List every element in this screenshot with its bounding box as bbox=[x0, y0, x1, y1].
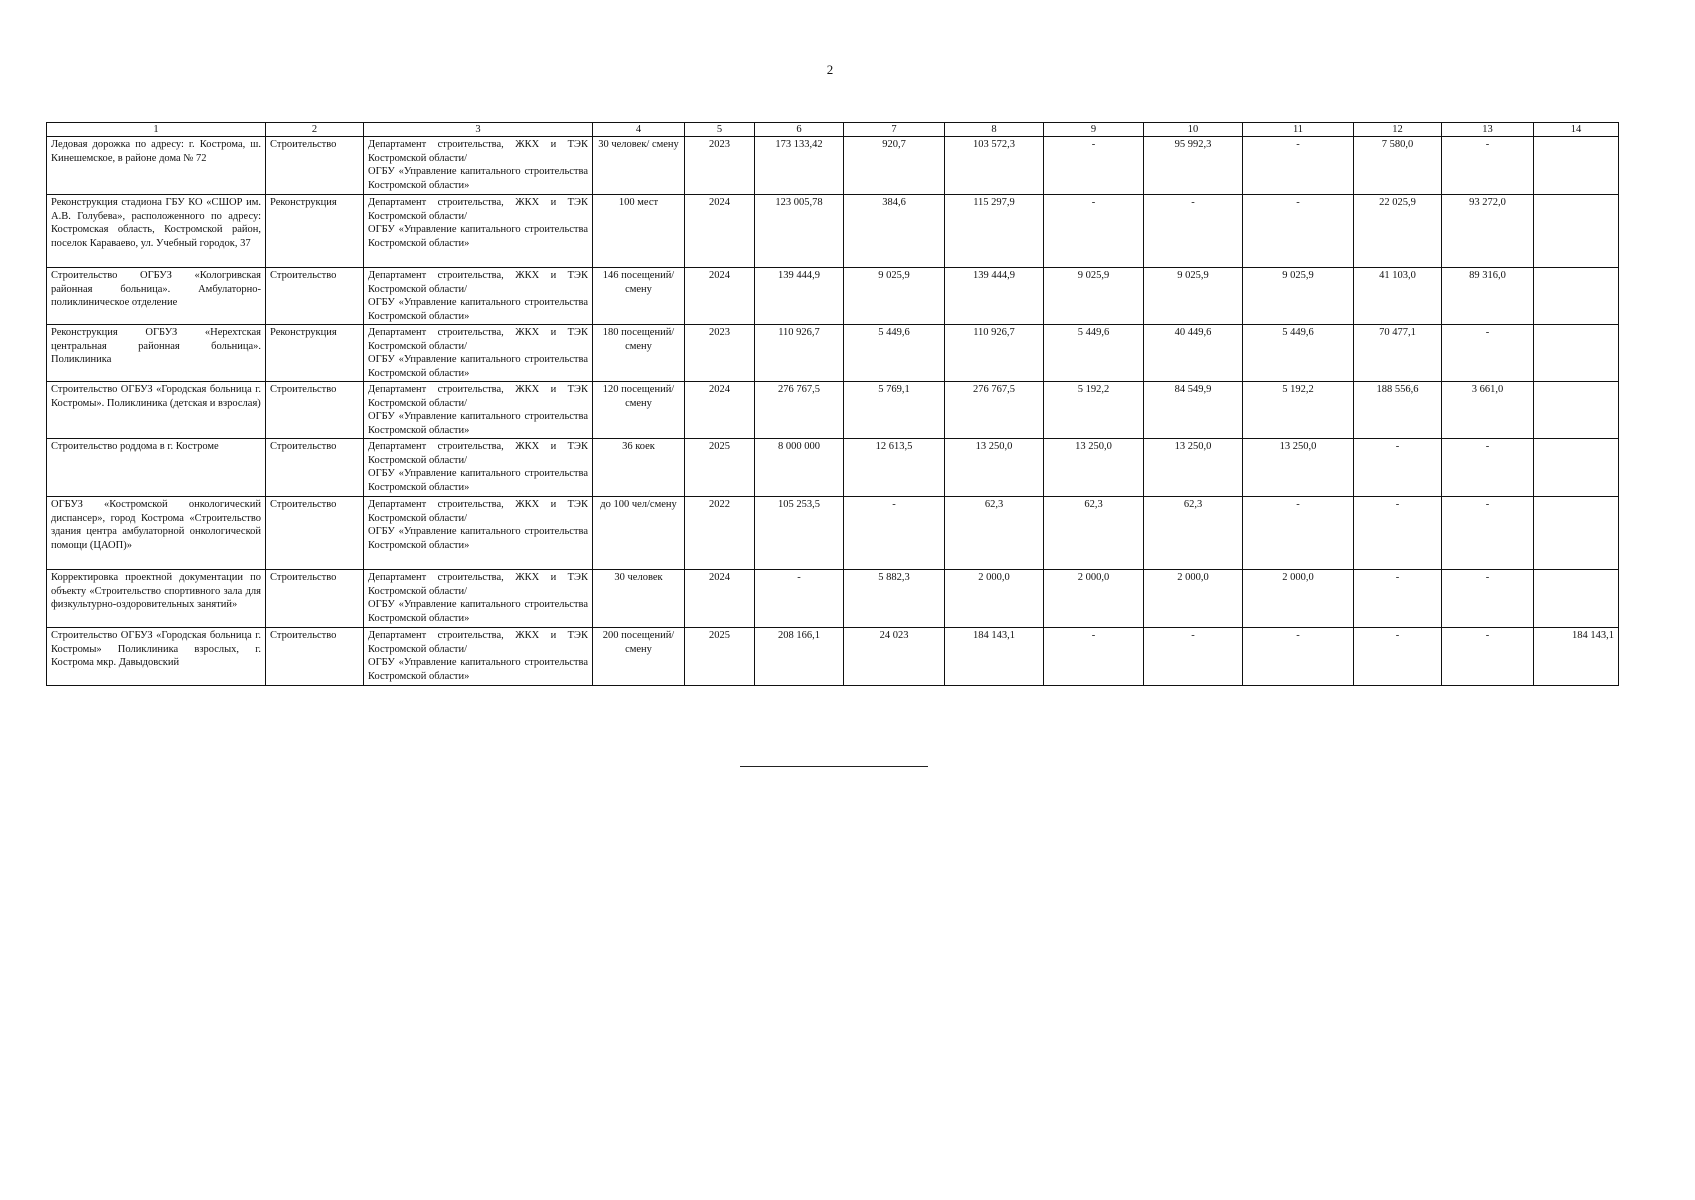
customer-line: ОГБУ «Управление капитального строительства Костромской области» bbox=[368, 224, 588, 249]
customer-cell bbox=[364, 628, 593, 686]
object-name-cell: Строительство ОГБУЗ «Городская больница г. Костромы» Поликлиника взрослых, г. Кострома мкр. Давыдовский bbox=[47, 628, 266, 686]
value-cell: 24 023 bbox=[844, 628, 945, 686]
column-header: 6 bbox=[755, 123, 844, 137]
value-cell: 62,3 bbox=[945, 497, 1044, 570]
customer-line: ОГБУ «Управление капитального строительства Костромской области» bbox=[368, 599, 588, 624]
value-cell: 2 000,0 bbox=[1044, 570, 1144, 628]
value-cell bbox=[1534, 497, 1619, 570]
value-cell: 2 000,0 bbox=[1144, 570, 1243, 628]
value-cell: 115 297,9 bbox=[945, 195, 1044, 268]
column-header: 10 bbox=[1144, 123, 1243, 137]
customer-line: Департамент строительства, ЖКХ и ТЭК Костромской области/ bbox=[368, 441, 588, 466]
table-row bbox=[47, 268, 1619, 325]
table-row bbox=[47, 325, 1619, 382]
value-cell bbox=[1534, 137, 1619, 195]
customer-line: ОГБУ «Управление капитального строительства Костромской области» bbox=[368, 297, 588, 322]
value-cell: 173 133,42 bbox=[755, 137, 844, 195]
capacity-cell: до 100 чел/смену bbox=[593, 497, 685, 570]
value-cell: - bbox=[1442, 137, 1534, 195]
year-cell: 2024 bbox=[685, 382, 755, 439]
column-header: 3 bbox=[364, 123, 593, 137]
value-cell: 13 250,0 bbox=[945, 439, 1044, 497]
table-row bbox=[47, 570, 1619, 628]
year-cell: 2025 bbox=[685, 628, 755, 686]
customer-line: ОГБУ «Управление капитального строительства Костромской области» bbox=[368, 657, 588, 682]
value-cell: - bbox=[1044, 628, 1144, 686]
customer-line: Департамент строительства, ЖКХ и ТЭК Костромской области/ bbox=[368, 572, 588, 597]
customer-cell bbox=[364, 497, 593, 570]
value-cell: 5 882,3 bbox=[844, 570, 945, 628]
work-type-cell: Строительство bbox=[266, 497, 364, 570]
value-cell: 7 580,0 bbox=[1354, 137, 1442, 195]
customer-cell bbox=[364, 570, 593, 628]
column-header: 2 bbox=[266, 123, 364, 137]
value-cell: 5 449,6 bbox=[1044, 325, 1144, 382]
customer-cell bbox=[364, 439, 593, 497]
work-type-cell: Строительство bbox=[266, 382, 364, 439]
customer-cell bbox=[364, 325, 593, 382]
value-cell: 105 253,5 bbox=[755, 497, 844, 570]
customer-line: Департамент строительства, ЖКХ и ТЭК Костромской области/ bbox=[368, 139, 588, 164]
value-cell: - bbox=[1354, 570, 1442, 628]
column-header: 9 bbox=[1044, 123, 1144, 137]
capacity-cell: 30 человек/ смену bbox=[593, 137, 685, 195]
value-cell: 5 449,6 bbox=[844, 325, 945, 382]
investment-objects-table bbox=[46, 122, 1619, 686]
column-header: 5 bbox=[685, 123, 755, 137]
value-cell bbox=[1534, 382, 1619, 439]
value-cell: - bbox=[1442, 325, 1534, 382]
value-cell: - bbox=[1243, 628, 1354, 686]
value-cell: 5 192,2 bbox=[1044, 382, 1144, 439]
value-cell: 22 025,9 bbox=[1354, 195, 1442, 268]
value-cell: - bbox=[1044, 195, 1144, 268]
capacity-cell: 100 мест bbox=[593, 195, 685, 268]
object-name-cell: Строительство ОГБУЗ «Городская больница г. Костромы». Поликлиника (детская и взрослая) bbox=[47, 382, 266, 439]
table-row bbox=[47, 628, 1619, 686]
capacity-cell: 200 посещений/смену bbox=[593, 628, 685, 686]
value-cell: 5 449,6 bbox=[1243, 325, 1354, 382]
customer-line: Департамент строительства, ЖКХ и ТЭК Костромской области/ bbox=[368, 630, 588, 655]
table-header bbox=[47, 123, 1619, 137]
value-cell: - bbox=[755, 570, 844, 628]
column-header: 14 bbox=[1534, 123, 1619, 137]
value-cell: 276 767,5 bbox=[755, 382, 844, 439]
value-cell: 8 000 000 bbox=[755, 439, 844, 497]
end-of-document-rule bbox=[740, 766, 928, 767]
value-cell: 13 250,0 bbox=[1144, 439, 1243, 497]
value-cell: 93 272,0 bbox=[1442, 195, 1534, 268]
value-cell: 95 992,3 bbox=[1144, 137, 1243, 195]
table-row bbox=[47, 439, 1619, 497]
year-cell: 2023 bbox=[685, 325, 755, 382]
work-type-cell: Строительство bbox=[266, 439, 364, 497]
customer-line: ОГБУ «Управление капитального строительства Костромской области» bbox=[368, 411, 588, 436]
value-cell bbox=[1534, 325, 1619, 382]
customer-line: Департамент строительства, ЖКХ и ТЭК Костромской области/ bbox=[368, 384, 588, 409]
value-cell: 13 250,0 bbox=[1044, 439, 1144, 497]
customer-line: Департамент строительства, ЖКХ и ТЭК Костромской области/ bbox=[368, 270, 588, 295]
year-cell: 2022 bbox=[685, 497, 755, 570]
customer-cell bbox=[364, 137, 593, 195]
column-header: 8 bbox=[945, 123, 1044, 137]
value-cell: 9 025,9 bbox=[1144, 268, 1243, 325]
customer-line: ОГБУ «Управление капитального строительства Костромской области» bbox=[368, 166, 588, 191]
value-cell: 41 103,0 bbox=[1354, 268, 1442, 325]
value-cell bbox=[1534, 570, 1619, 628]
value-cell: 5 769,1 bbox=[844, 382, 945, 439]
object-name-cell: Реконструкция ОГБУЗ «Нерехтская центральная районная больница». Поликлиника bbox=[47, 325, 266, 382]
value-cell: 110 926,7 bbox=[755, 325, 844, 382]
column-header: 11 bbox=[1243, 123, 1354, 137]
year-cell: 2023 bbox=[685, 137, 755, 195]
object-name-cell: Строительство роддома в г. Костроме bbox=[47, 439, 266, 497]
customer-cell bbox=[364, 195, 593, 268]
value-cell: 12 613,5 bbox=[844, 439, 945, 497]
value-cell: - bbox=[1243, 195, 1354, 268]
value-cell bbox=[1534, 439, 1619, 497]
work-type-cell: Реконструкция bbox=[266, 325, 364, 382]
work-type-cell: Реконструкция bbox=[266, 195, 364, 268]
value-cell: 62,3 bbox=[1144, 497, 1243, 570]
value-cell: 103 572,3 bbox=[945, 137, 1044, 195]
customer-line: ОГБУ «Управление капитального строительства Костромской области» bbox=[368, 526, 588, 551]
table-body bbox=[47, 137, 1619, 686]
value-cell: 184 143,1 bbox=[1534, 628, 1619, 686]
value-cell: 139 444,9 bbox=[945, 268, 1044, 325]
customer-line: Департамент строительства, ЖКХ и ТЭК Костромской области/ bbox=[368, 197, 588, 222]
value-cell: - bbox=[1354, 439, 1442, 497]
value-cell: - bbox=[1442, 439, 1534, 497]
value-cell: 5 192,2 bbox=[1243, 382, 1354, 439]
value-cell: - bbox=[1442, 570, 1534, 628]
column-header: 13 bbox=[1442, 123, 1534, 137]
table-row bbox=[47, 195, 1619, 268]
capacity-cell: 180 посещений/смену bbox=[593, 325, 685, 382]
object-name-cell: Реконструкция стадиона ГБУ КО «СШОР им. А.В. Голубева», расположенного по адресу: Костромская область, Костромской район, поселок Караваево, ул. Учебный городок, 37 bbox=[47, 195, 266, 268]
year-cell: 2025 bbox=[685, 439, 755, 497]
value-cell: 2 000,0 bbox=[945, 570, 1044, 628]
value-cell: 123 005,78 bbox=[755, 195, 844, 268]
value-cell: - bbox=[1442, 497, 1534, 570]
value-cell: 9 025,9 bbox=[1044, 268, 1144, 325]
value-cell: - bbox=[1442, 628, 1534, 686]
capacity-cell: 30 человек bbox=[593, 570, 685, 628]
capacity-cell: 146 посещений/смену bbox=[593, 268, 685, 325]
value-cell: 70 477,1 bbox=[1354, 325, 1442, 382]
header-row bbox=[47, 123, 1619, 137]
value-cell: - bbox=[1354, 628, 1442, 686]
value-cell: 184 143,1 bbox=[945, 628, 1044, 686]
value-cell: - bbox=[1144, 628, 1243, 686]
value-cell bbox=[1534, 268, 1619, 325]
table-row bbox=[47, 137, 1619, 195]
page-number: 2 bbox=[826, 62, 834, 77]
column-header: 1 bbox=[47, 123, 266, 137]
value-cell: 9 025,9 bbox=[1243, 268, 1354, 325]
value-cell: - bbox=[1044, 137, 1144, 195]
capacity-cell: 120 посещений/смену bbox=[593, 382, 685, 439]
value-cell: 188 556,6 bbox=[1354, 382, 1442, 439]
value-cell: 84 549,9 bbox=[1144, 382, 1243, 439]
work-type-cell: Строительство bbox=[266, 628, 364, 686]
column-header: 7 bbox=[844, 123, 945, 137]
value-cell: 3 661,0 bbox=[1442, 382, 1534, 439]
column-header: 12 bbox=[1354, 123, 1442, 137]
value-cell: - bbox=[844, 497, 945, 570]
customer-line: ОГБУ «Управление капитального строительства Костромской области» bbox=[368, 468, 588, 493]
value-cell: 9 025,9 bbox=[844, 268, 945, 325]
object-name-cell: Строительство ОГБУЗ «Кологривская районная больница». Амбулаторно-поликлиническое отделение bbox=[47, 268, 266, 325]
value-cell: 89 316,0 bbox=[1442, 268, 1534, 325]
table-row bbox=[47, 382, 1619, 439]
customer-line: Департамент строительства, ЖКХ и ТЭК Костромской области/ bbox=[368, 327, 588, 352]
value-cell: 920,7 bbox=[844, 137, 945, 195]
column-header: 4 bbox=[593, 123, 685, 137]
value-cell: 110 926,7 bbox=[945, 325, 1044, 382]
customer-line: ОГБУ «Управление капитального строительства Костромской области» bbox=[368, 354, 588, 379]
value-cell: - bbox=[1354, 497, 1442, 570]
capacity-cell: 36 коек bbox=[593, 439, 685, 497]
value-cell: 384,6 bbox=[844, 195, 945, 268]
value-cell: 40 449,6 bbox=[1144, 325, 1243, 382]
value-cell bbox=[1534, 195, 1619, 268]
year-cell: 2024 bbox=[685, 195, 755, 268]
object-name-cell: ОГБУЗ «Костромской онкологический диспансер», город Кострома «Строительство здания центра амбулаторной онкологической помощи (ЦАОП)» bbox=[47, 497, 266, 570]
customer-cell bbox=[364, 382, 593, 439]
object-name-cell: Ледовая дорожка по адресу: г. Кострома, ш. Кинешемское, в районе дома № 72 bbox=[47, 137, 266, 195]
work-type-cell: Строительство bbox=[266, 570, 364, 628]
value-cell: - bbox=[1144, 195, 1243, 268]
value-cell: 139 444,9 bbox=[755, 268, 844, 325]
value-cell: 208 166,1 bbox=[755, 628, 844, 686]
year-cell: 2024 bbox=[685, 268, 755, 325]
work-type-cell: Строительство bbox=[266, 137, 364, 195]
value-cell: - bbox=[1243, 137, 1354, 195]
value-cell: 62,3 bbox=[1044, 497, 1144, 570]
value-cell: 276 767,5 bbox=[945, 382, 1044, 439]
value-cell: 2 000,0 bbox=[1243, 570, 1354, 628]
value-cell: - bbox=[1243, 497, 1354, 570]
year-cell: 2024 bbox=[685, 570, 755, 628]
work-type-cell: Строительство bbox=[266, 268, 364, 325]
object-name-cell: Корректировка проектной документации по объекту «Строительство спортивного зала для физкультурно-оздоровительных занятий» bbox=[47, 570, 266, 628]
customer-line: Департамент строительства, ЖКХ и ТЭК Костромской области/ bbox=[368, 499, 588, 524]
customer-cell bbox=[364, 268, 593, 325]
value-cell: 13 250,0 bbox=[1243, 439, 1354, 497]
table-row bbox=[47, 497, 1619, 570]
